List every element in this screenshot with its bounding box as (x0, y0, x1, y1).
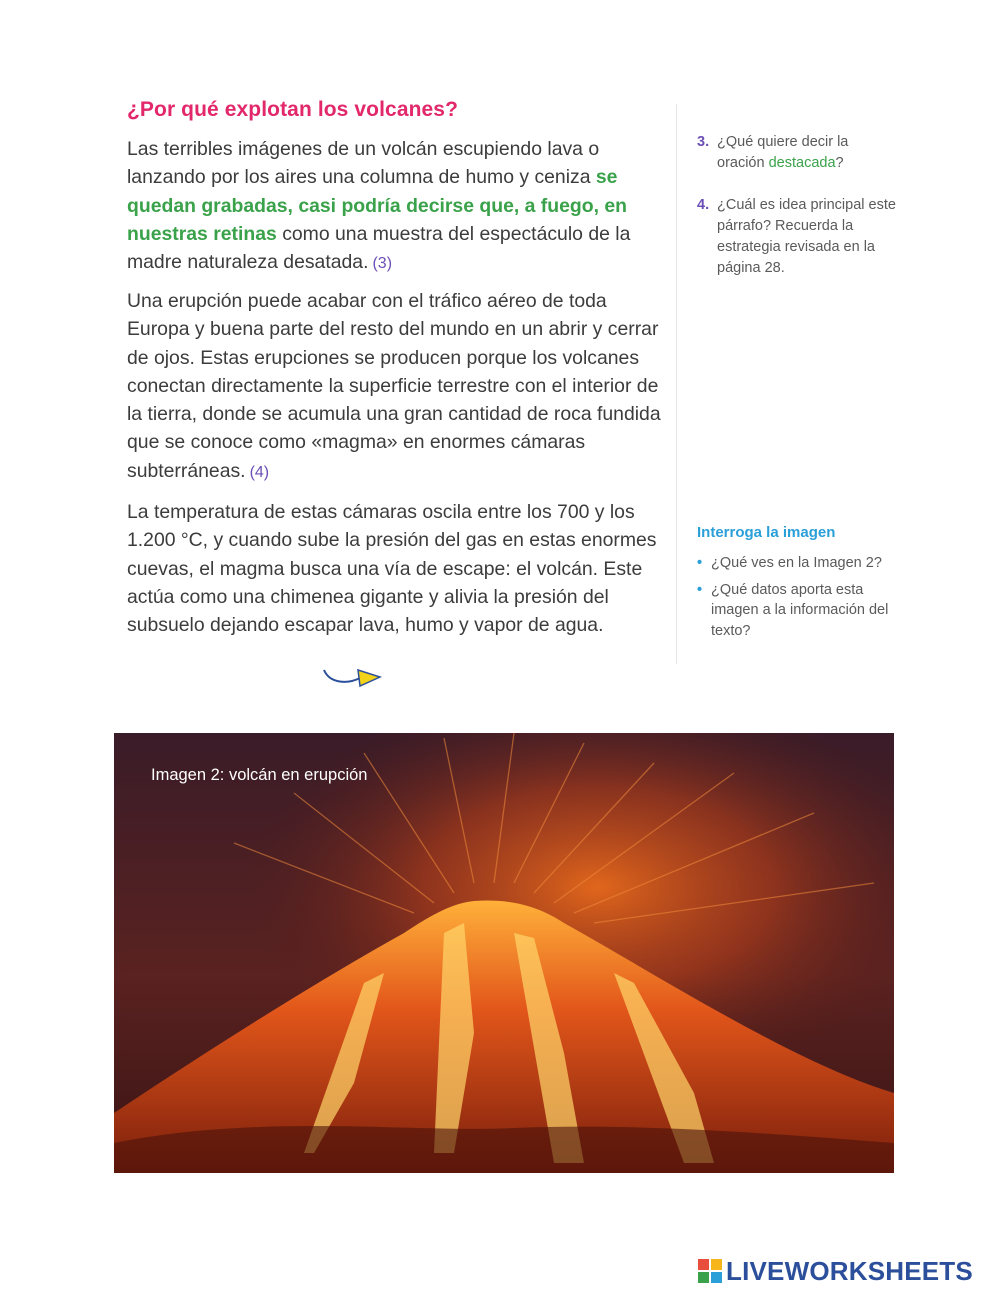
reference-4: (4) (249, 463, 270, 481)
question-4 (697, 195, 907, 279)
question-4-number: 4. (697, 197, 710, 213)
list-item: • ¿Qué datos aporta esta imagen a la información del texto? (697, 581, 889, 639)
question-3 (697, 132, 907, 174)
page-title: ¿Por qué explotan los volcanes? (127, 98, 459, 121)
question-3-highlight: destacada (768, 155, 836, 171)
question-3-number: 3. (697, 134, 710, 150)
paragraph-1-text-b: como una muestra del espectáculo de la madre naturaleza desatada. (127, 222, 631, 274)
liveworksheets-logo[interactable] (698, 1256, 973, 1286)
paragraph-2 (127, 287, 667, 487)
logo-icon (698, 1259, 722, 1283)
paragraph-2-text: Una erupción puede acabar con el tráfico aéreo de toda Europa y buena parte del resto del mundo en un abrir y cerrar de ojos. Estas erupciones se producen porque los volcanes conectan directamente la superficie terrestre con el interior de la tierra, donde se acumula una gran cantidad de roca fundida que se conoce como «magma» en enormes cámaras subterráneas. (127, 290, 661, 482)
question-4-text: ¿Cuál es idea principal este párrafo? Recuerda la estrategia revisada en la página 28. (717, 197, 896, 276)
interroga-list (697, 553, 897, 647)
image-caption: Imagen 2: volcán en erupción (151, 766, 368, 784)
list-item: • ¿Qué ves en la Imagen 2? (697, 553, 897, 574)
paragraph-1 (127, 135, 667, 278)
paragraph-1-text-a: Las terribles imágenes de un volcán escupiendo lava o lanzando por los aires una columna de humo y ceniza (127, 138, 600, 189)
reference-3: (3) (372, 255, 393, 273)
paragraph-3-text: La temperatura de estas cámaras oscila entre los 700 y los 1.200 °C, y cuando sube la presión del gas en estas enormes cuevas, el magma busca una vía de escape: el volcán. Este actúa como una chimenea gigante y alivia la presión del subsuelo dejando escapar lava, humo y vapor de agua. (127, 501, 657, 637)
bullet-icon: • (697, 555, 703, 571)
highlighted-sentence: se quedan grabadas, casi podría decirse que, a fuego, en nuestras retinas (127, 166, 627, 245)
paragraph-3 (127, 498, 667, 639)
volcano-illustration (114, 733, 894, 1173)
arrow-icon (320, 664, 384, 692)
question-3-text-a: ¿Qué quiere decir la oración (717, 134, 849, 171)
column-divider (676, 104, 677, 664)
logo-text: LIVEWORKSHEETS (726, 1255, 973, 1286)
volcano-image (114, 733, 894, 1173)
question-3-text-b: ? (835, 155, 844, 171)
bullet-icon: • (697, 581, 703, 598)
interroga-title: Interroga la imagen (697, 524, 836, 541)
